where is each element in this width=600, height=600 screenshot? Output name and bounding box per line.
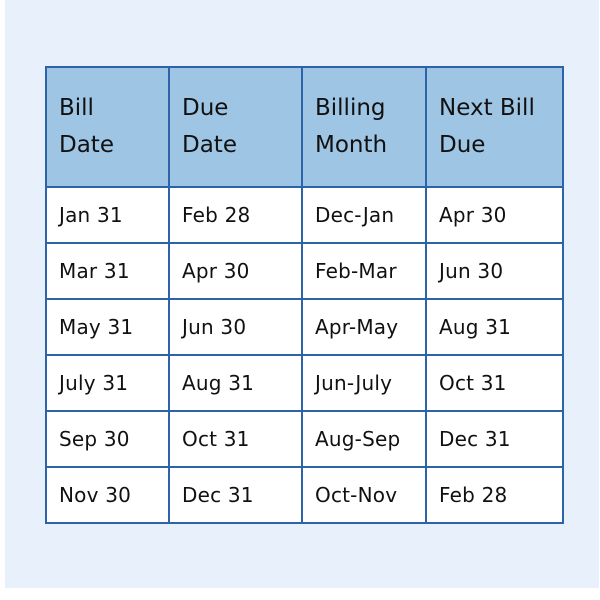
cell-bill-date: Nov 30 — [46, 467, 169, 523]
cell-due-date: Dec 31 — [169, 467, 302, 523]
header-bill-date — [46, 67, 169, 187]
header-text: Date — [59, 132, 114, 158]
header-text: Month — [315, 132, 388, 158]
header-text: Bill — [59, 95, 94, 121]
cell-billing-month: Dec-Jan — [302, 187, 426, 243]
billing-schedule-table — [45, 66, 564, 524]
cell-due-date: Jun 30 — [169, 299, 302, 355]
header-text: Date — [182, 132, 237, 158]
header-row — [46, 67, 563, 187]
cell-billing-month: Feb-Mar — [302, 243, 426, 299]
cell-bill-date: July 31 — [46, 355, 169, 411]
header-text: Next Bill — [439, 95, 535, 121]
header-next-bill-due — [426, 67, 563, 187]
cell-bill-date: May 31 — [46, 299, 169, 355]
table-row — [46, 411, 563, 467]
cell-billing-month: Aug-Sep — [302, 411, 426, 467]
cell-next-bill-due: Aug 31 — [426, 299, 563, 355]
table-row — [46, 299, 563, 355]
header-text: Billing — [315, 95, 386, 121]
cell-bill-date: Jan 31 — [46, 187, 169, 243]
cell-due-date: Aug 31 — [169, 355, 302, 411]
cell-bill-date: Mar 31 — [46, 243, 169, 299]
cell-billing-month: Oct-Nov — [302, 467, 426, 523]
header-text: Due — [439, 132, 486, 158]
cell-bill-date: Sep 30 — [46, 411, 169, 467]
table-row — [46, 467, 563, 523]
cell-next-bill-due: Jun 30 — [426, 243, 563, 299]
table-row — [46, 187, 563, 243]
cell-next-bill-due: Apr 30 — [426, 187, 563, 243]
cell-billing-month: Jun-July — [302, 355, 426, 411]
cell-due-date: Apr 30 — [169, 243, 302, 299]
cell-next-bill-due: Feb 28 — [426, 467, 563, 523]
cell-due-date: Oct 31 — [169, 411, 302, 467]
cell-next-bill-due: Oct 31 — [426, 355, 563, 411]
header-due-date — [169, 67, 302, 187]
cell-next-bill-due: Dec 31 — [426, 411, 563, 467]
background-panel — [5, 0, 599, 588]
cell-due-date: Feb 28 — [169, 187, 302, 243]
header-text: Due — [182, 95, 229, 121]
cell-billing-month: Apr-May — [302, 299, 426, 355]
header-billing-month — [302, 67, 426, 187]
table-row — [46, 355, 563, 411]
table-row — [46, 243, 563, 299]
